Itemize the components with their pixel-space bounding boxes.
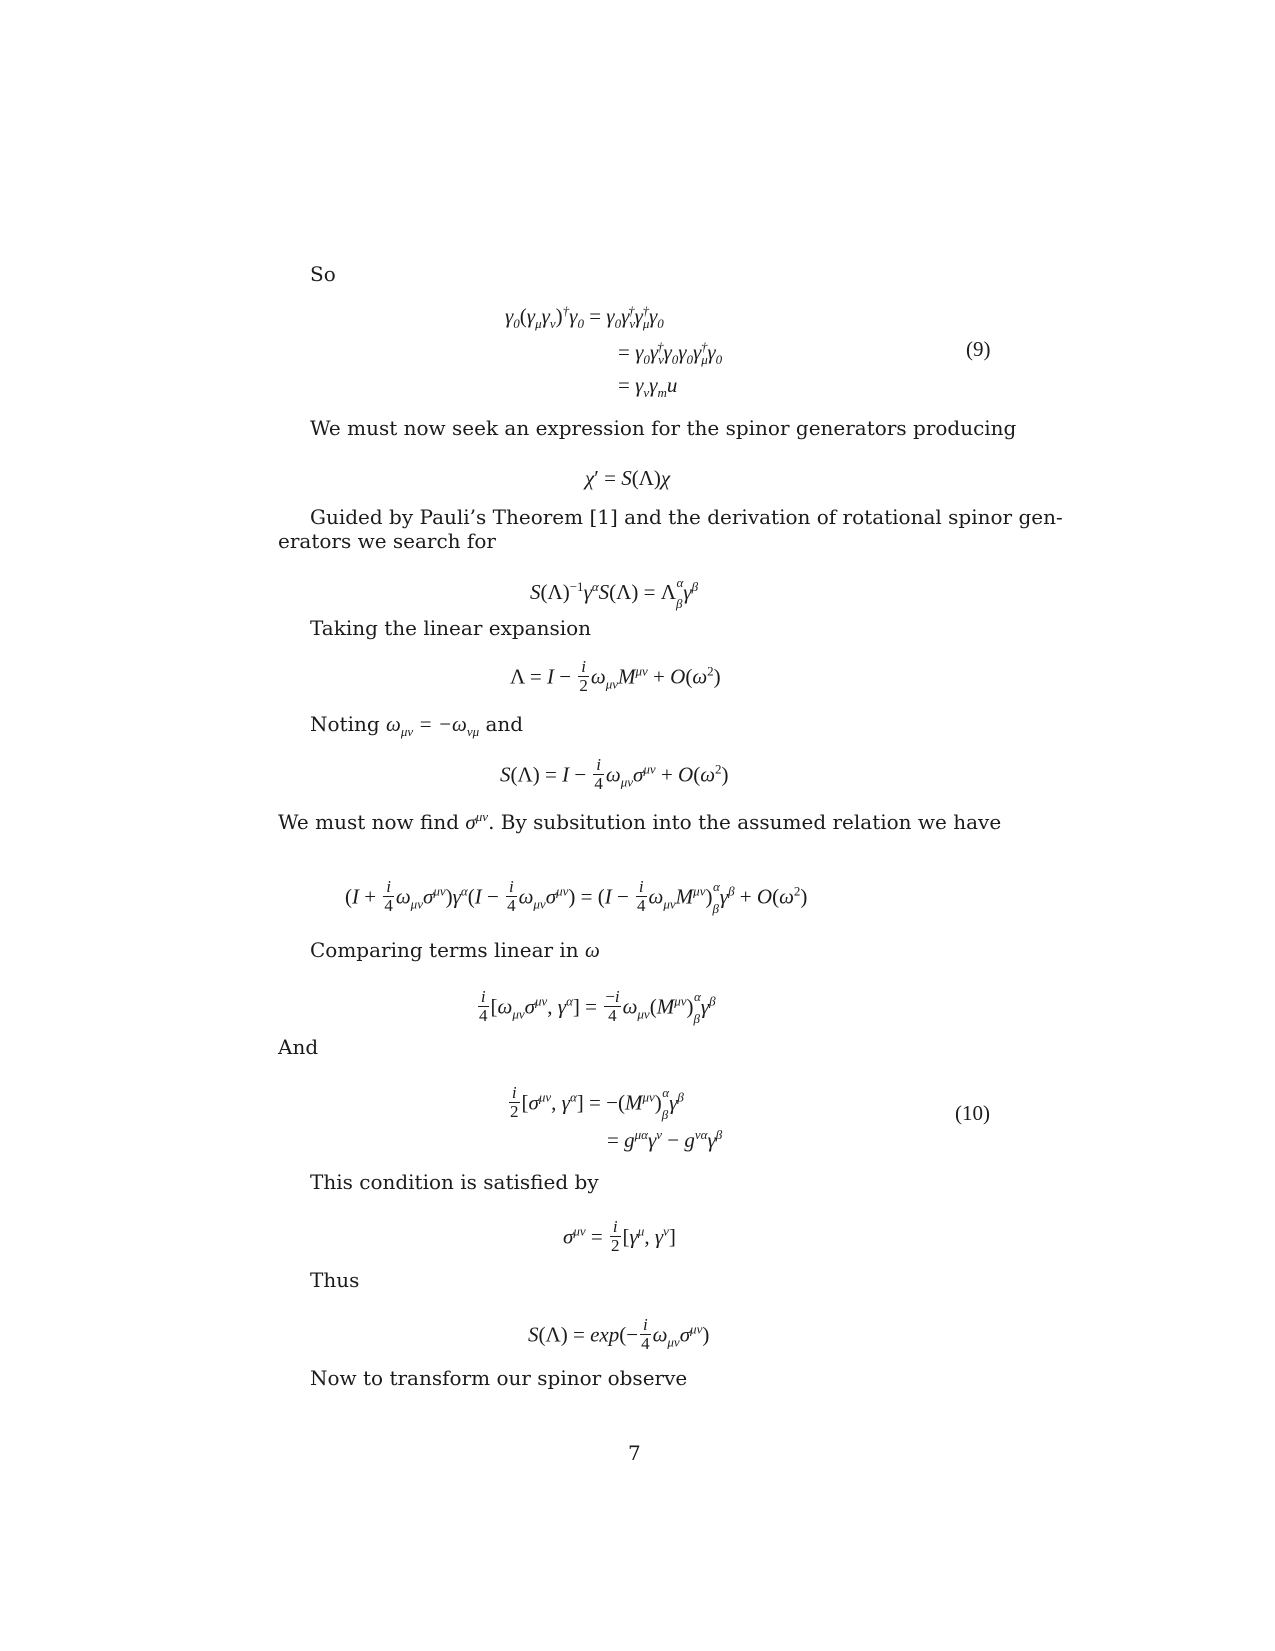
text-condition: This condition is satisfied by	[310, 1170, 599, 1194]
equation-10-line-2: = $g^{\mu\alpha}\gamma^\nu - g^{\nu\alpha}\gamma^\beta$	[607, 1127, 723, 1152]
equation-substitution: (I + $\frac{i}{4}$ $\omega_{\mu\nu}\sigma^{\mu\nu})\gamma^\alpha(I$ − $\frac{i}{4}$ $\omega_{\mu\nu}\sigma^{\mu\nu}) = (I$ − $\frac{i}{4}$ $\omega_{\mu\nu}M^{\mu\nu})_\beta^\alpha\gamma^\beta + O(\omega^2)$	[345, 877, 808, 916]
text-so: So	[310, 262, 336, 286]
equation-pauli-relation: $S(\Lambda)^{-1}\gamma^\alpha S(\Lambda) = \Lambda_\beta^\alpha\gamma^\beta$	[530, 575, 699, 612]
equation-commutator-omega: $\frac{i}{4}$ [$\omega_{\mu\nu}\sigma^{\mu\nu}$, $\gamma^\alpha$] = $\frac{-i}{4}$ $\omega_{\mu\nu}(M^{\mu\nu})_\beta^\alpha\gamma^\beta$	[479, 987, 716, 1026]
equation-9-line-3: = $\gamma_\nu\gamma_mu$	[618, 373, 678, 401]
text-comparing-prefix: Comparing terms linear in	[310, 938, 579, 962]
text-guided-line-2: erators we search for	[278, 529, 496, 553]
equation-sigma-definition: $\sigma^{\mu\nu}$ = $\frac{i}{2}$ [$\gamma^\mu$, $\gamma^\nu$]	[563, 1217, 676, 1255]
text-we-must-find: We must now find $\sigma^{\mu\nu}$. By subsitution into the assumed relation we have	[278, 809, 1002, 834]
text-now-transform: Now to transform our spinor observe	[310, 1366, 688, 1390]
equation-spinor-transform: χ′ = S(Λ)χ	[585, 466, 671, 490]
equation-9-line-1: $\gamma_0(\gamma_\mu\gamma_\nu)^\dagger\gamma_0 = \gamma_0\gamma_\nu^\dagger\gamma_\mu^\dagger\gamma_0$	[505, 303, 664, 332]
text-we-must-seek: We must now seek an expression for the spinor generators producing	[310, 416, 1017, 440]
text-noting-prefix: Noting	[310, 712, 380, 736]
text-comparing: Comparing terms linear in ω	[310, 938, 600, 962]
text-taking: Taking the linear expansion	[310, 616, 592, 640]
equation-number-10: (10)	[955, 1101, 990, 1125]
equation-lambda-expansion: Λ = I − $\frac{i}{2}$ $\omega_{\mu\nu}M^{\mu\nu} + O(\omega^2)$	[510, 657, 721, 695]
equation-number-9: (9)	[966, 337, 991, 361]
equation-s-expansion: S(Λ) = I − $\frac{i}{4}$ $\omega_{\mu\nu}\sigma^{\mu\nu} + O(\omega^2)$	[500, 755, 729, 793]
page-number: 7	[628, 1441, 641, 1465]
text-thus: Thus	[310, 1268, 360, 1292]
text-we-must-find-suffix: . By subsitution into the assumed relation we have	[488, 810, 1002, 834]
text-we-must-find-prefix: We must now find	[278, 810, 460, 834]
equation-s-exponential: S(Λ) = exp(− $\frac{i}{4}$ $\omega_{\mu\nu}\sigma^{\mu\nu}$)	[528, 1315, 710, 1353]
equation-9-line-2: = $\gamma_0\gamma_\nu^\dagger\gamma_0\gamma_0\gamma_\mu^\dagger\gamma_0$	[618, 339, 723, 368]
text-and: And	[278, 1035, 319, 1059]
equation-10-line-1: $\frac{i}{2}$ [$\sigma^{\mu\nu}$, $\gamma^\alpha] = -(M^{\mu\nu})_\beta^\alpha\gamma^\beta$	[510, 1083, 684, 1122]
text-guided-line-1: Guided by Pauli’s Theorem [1] and the derivation of rotational spinor gen-	[310, 505, 1063, 529]
text-noting-suffix: and	[485, 712, 524, 736]
text-noting: Noting $\omega_{\mu\nu} = -\omega_{\nu\mu}$ and	[310, 712, 524, 740]
